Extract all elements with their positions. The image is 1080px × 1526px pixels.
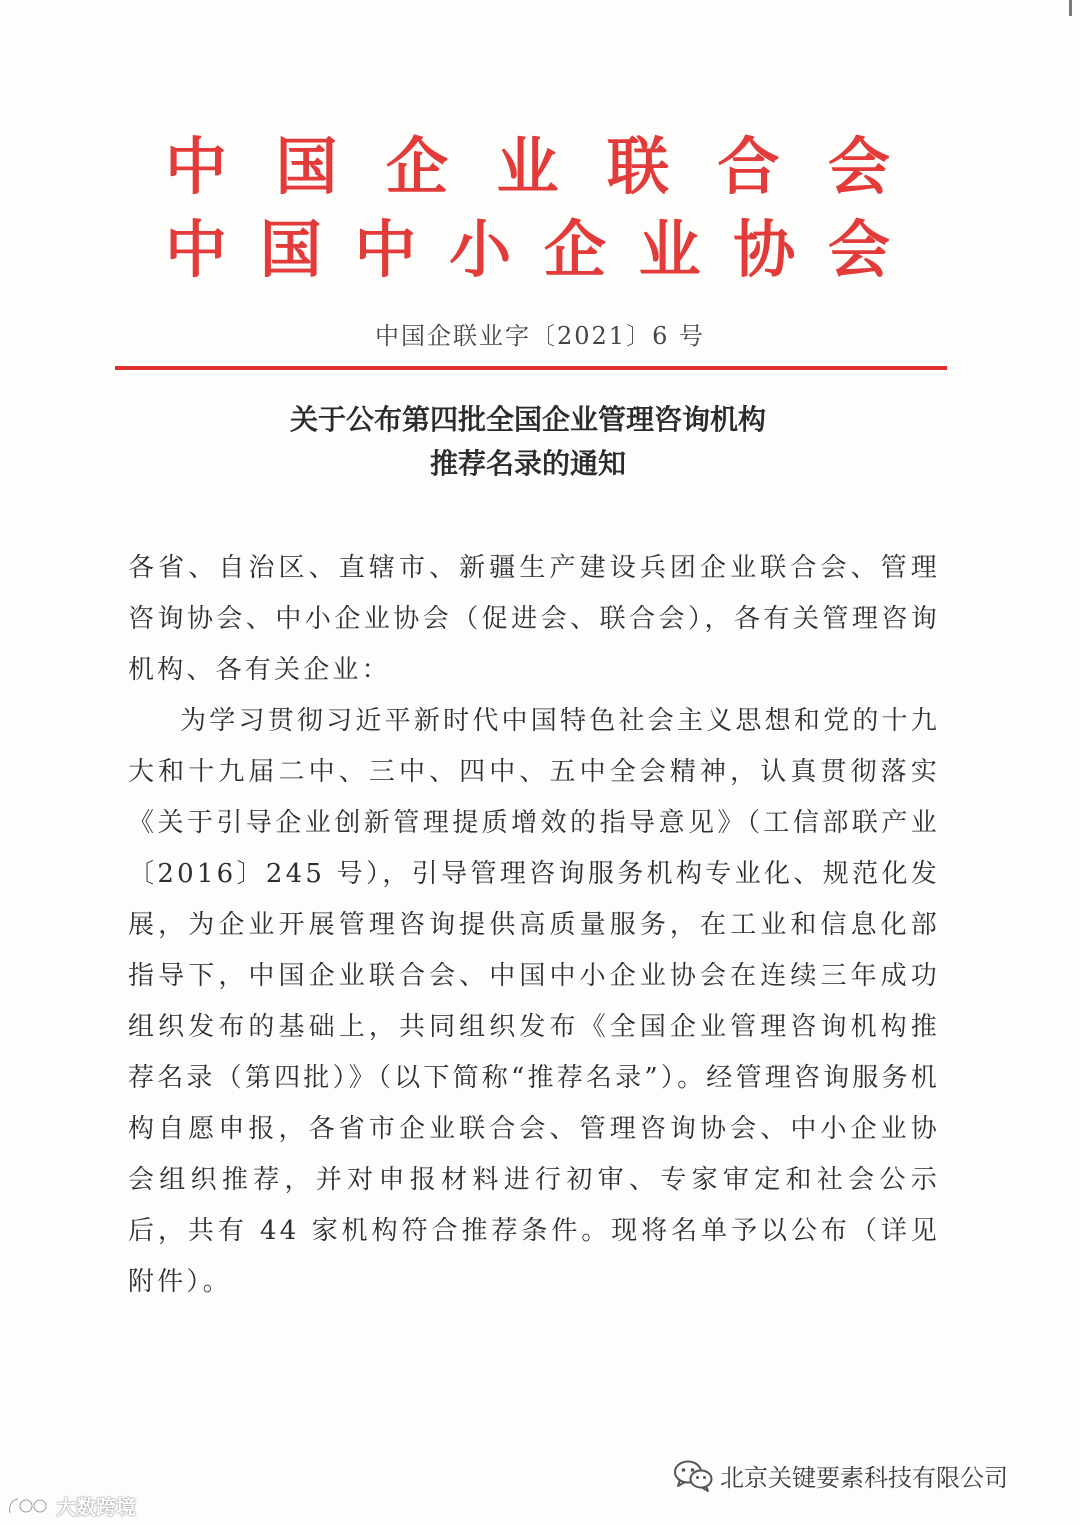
org-name-line-2 [165,215,890,285]
wechat-watermark [672,1457,1008,1493]
watermark-text: 北京关键要素科技有限公司 [720,1463,1008,1492]
org-name-line-1 [165,132,890,202]
document-number: 中国企联业字〔2021〕6 号 [375,322,705,350]
notice-title-line-2: 推荐名录的通知 [429,447,626,480]
scan-edge-mark [1069,0,1072,16]
org-name-char: 国 [275,130,338,203]
org-name-char: 会 [827,213,890,286]
notice-body [128,543,940,1308]
salutation: 各省、自治区、直辖市、新疆生产建设兵团企业联合会、管理咨询协会、中小企业协会（促进会、联合会），各有关管理咨询机构、各有关企业： [128,553,940,685]
org-name-char: 中 [354,213,417,286]
org-name-char: 企 [543,213,606,286]
org-name-char: 协 [733,213,796,286]
org-name-char: 业 [496,130,559,203]
org-name-char: 中 [165,213,228,286]
org-name-char: 中 [165,130,228,203]
body-paragraph: 为学习贯彻习近平新时代中国特色社会主义思想和党的十九大和十九届二中、三中、四中、五中全会精神，认真贯彻落实《关于引导企业创新管理提质增效的指导意见》（工信部联产业〔2016〕245 号），引导管理咨询服务机构专业化、规范化发展，为企业开展管理咨询提供高质量服务，在工业和信息化部指导下，中国企业联合会、中国中小企业协会在连续三年成功组织发布的基础上，共同组织发布《全国企业管理咨询机构推荐名录（第四批）》（以下简称“推荐名录”）。经管理咨询服务机构自愿申报，各省市企业联合会、管理咨询协会、中小企业协会组织推荐，并对申报材料进行初审、专家审定和社会公示后，共有 44 家机构符合推荐条件。现将名单予以公布（详见附件）。 [128,706,940,1297]
notice-title-line-1: 关于公布第四批全国企业管理咨询机构 [289,403,766,436]
org-name-char: 会 [827,130,890,203]
notice-title [0,398,1056,486]
corner-logo-text: 大数跨境 [56,1495,136,1519]
wechat-icon [672,1457,714,1493]
org-name-char: 合 [717,130,780,203]
org-name-char: 联 [606,130,669,203]
org-name-char: 小 [449,213,512,286]
org-name-char: 国 [259,213,322,286]
org-name-char: 业 [638,213,701,286]
org-name-char: 企 [385,130,448,203]
logo-icon [6,1493,52,1519]
red-divider-line [115,366,947,370]
corner-brand-logo [6,1491,136,1520]
